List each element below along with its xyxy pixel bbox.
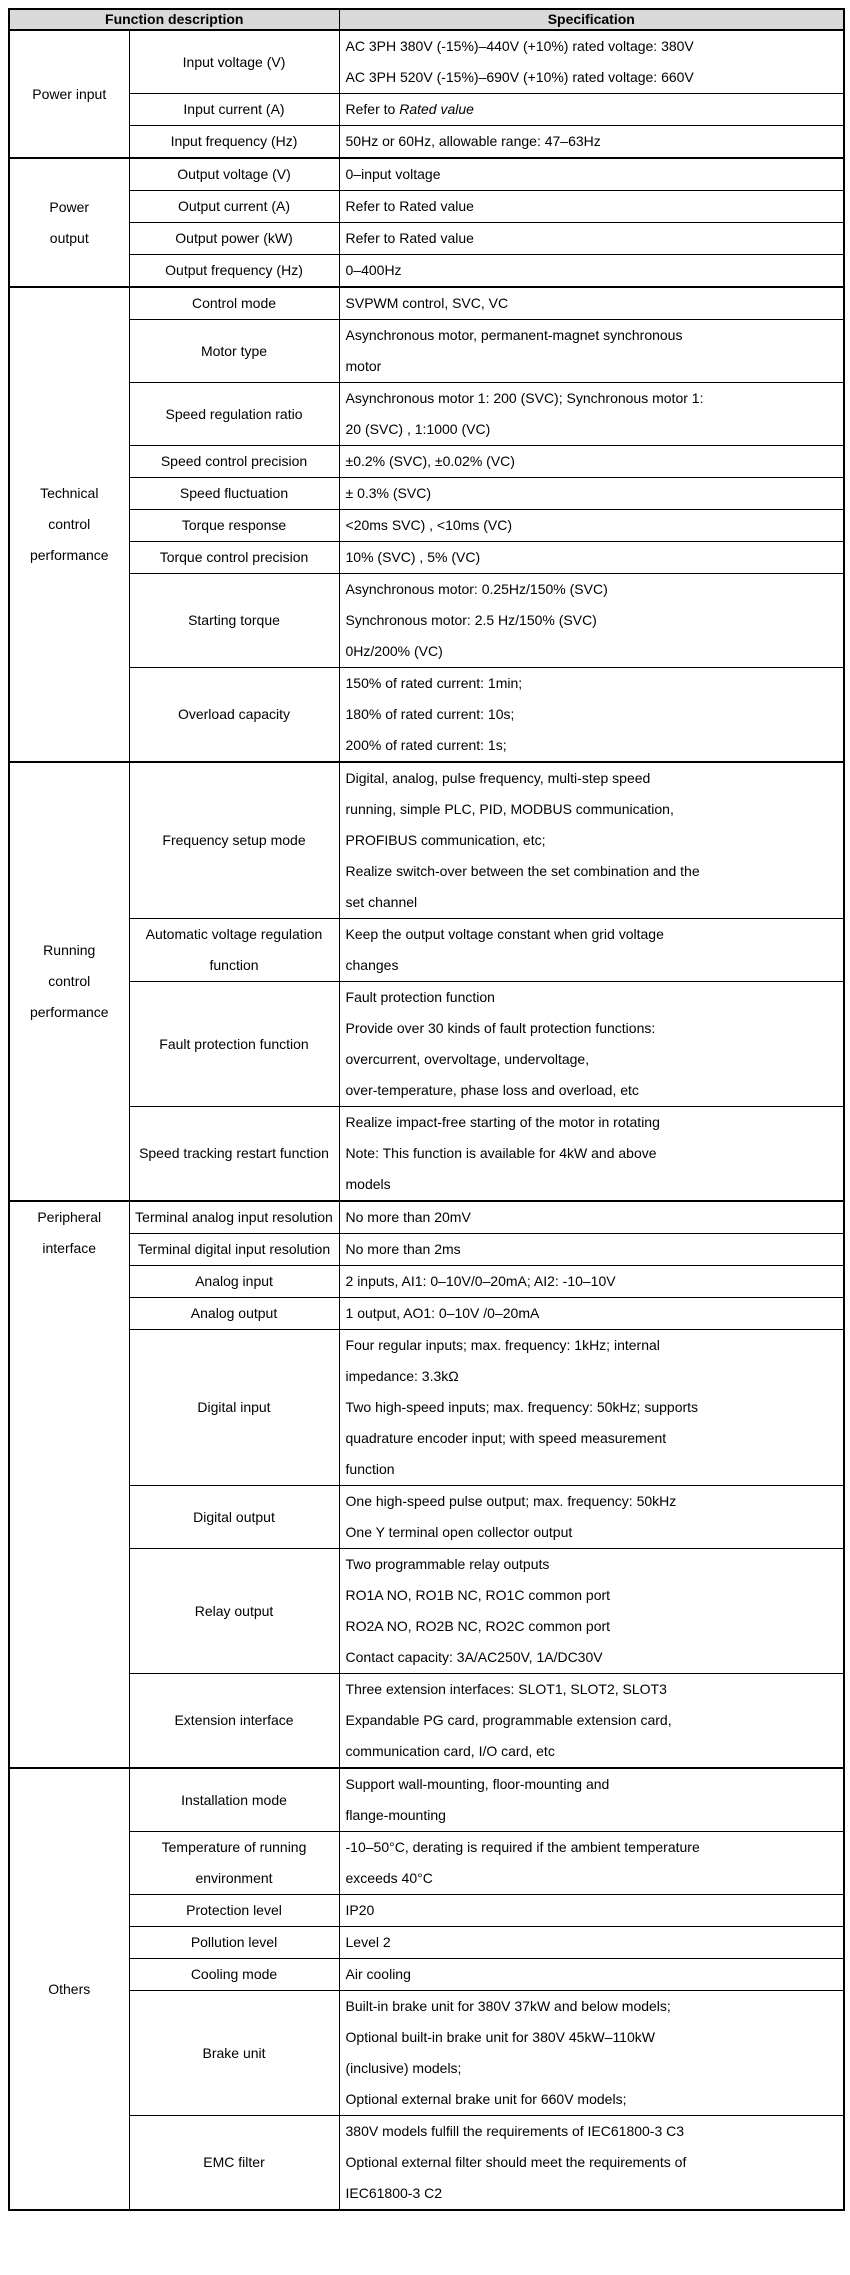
spec-line: Refer to Rated value bbox=[345, 230, 474, 246]
spec-line: Four regular inputs; max. frequency: 1kHz; internal bbox=[345, 1337, 660, 1353]
spec-cell bbox=[339, 158, 844, 191]
spec-line: Two programmable relay outputs bbox=[345, 1556, 550, 1572]
spec-line: Support wall-mounting, floor-mounting and bbox=[345, 1776, 610, 1792]
spec-cell bbox=[339, 1895, 844, 1927]
spec-line: One high-speed pulse output; max. frequency: 50kHz bbox=[345, 1493, 677, 1509]
spec-line: ±0.2% (SVC), ±0.02% (VC) bbox=[345, 453, 515, 469]
spec-cell bbox=[339, 919, 844, 982]
table-row bbox=[9, 2116, 844, 2211]
spec-cell bbox=[339, 446, 844, 478]
category-cell: Peripheral interface bbox=[9, 1201, 129, 1768]
spec-cell bbox=[339, 478, 844, 510]
spec-cell bbox=[339, 223, 844, 255]
spec-line: AC 3PH 380V (-15%)–440V (+10%) rated voltage: 380V bbox=[345, 38, 694, 54]
spec-line: Realize switch-over between the set combination and the bbox=[345, 863, 700, 879]
spec-cell bbox=[339, 1107, 844, 1202]
spec-line: Refer to Rated value bbox=[345, 198, 474, 214]
table-row bbox=[9, 1107, 844, 1202]
function-label-cell: Motor type bbox=[129, 320, 339, 383]
spec-line: changes bbox=[345, 957, 399, 973]
function-label-cell: Output frequency (Hz) bbox=[129, 255, 339, 288]
spec-cell bbox=[339, 1991, 844, 2116]
table-row bbox=[9, 255, 844, 288]
spec-line: overcurrent, overvoltage, undervoltage, bbox=[345, 1051, 590, 1067]
spec-line: -10–50°C, derating is required if the ambient temperature bbox=[345, 1839, 700, 1855]
header-function-description: Function description bbox=[9, 9, 339, 30]
function-label-cell: Cooling mode bbox=[129, 1959, 339, 1991]
spec-line: 2 inputs, AI1: 0–10V/0–20mA; AI2: -10–10V bbox=[345, 1273, 616, 1289]
table-row bbox=[9, 478, 844, 510]
spec-line: Asynchronous motor: 0.25Hz/150% (SVC) bbox=[345, 581, 608, 597]
spec-cell bbox=[339, 1266, 844, 1298]
function-label-cell: Speed fluctuation bbox=[129, 478, 339, 510]
category-cell: Power input bbox=[9, 30, 129, 158]
spec-line: 10% (SVC) , 5% (VC) bbox=[345, 549, 481, 565]
spec-line: Two high-speed inputs; max. frequency: 50kHz; supports bbox=[345, 1399, 699, 1415]
function-label-cell: Speed control precision bbox=[129, 446, 339, 478]
spec-line: over-temperature, phase loss and overload, etc bbox=[345, 1082, 639, 1098]
spec-cell bbox=[339, 510, 844, 542]
spec-cell bbox=[339, 191, 844, 223]
spec-cell bbox=[339, 94, 844, 126]
category-cell: Running control performance bbox=[9, 762, 129, 1201]
function-label-cell: Output power (kW) bbox=[129, 223, 339, 255]
spec-line: Expandable PG card, programmable extension card, bbox=[345, 1712, 672, 1728]
table-row bbox=[9, 158, 844, 191]
spec-line: Keep the output voltage constant when grid voltage bbox=[345, 926, 664, 942]
spec-line: One Y terminal open collector output bbox=[345, 1524, 573, 1540]
spec-line: Realize impact-free starting of the motor in rotating bbox=[345, 1114, 660, 1130]
table-row bbox=[9, 1959, 844, 1991]
table-row bbox=[9, 126, 844, 159]
table-row bbox=[9, 320, 844, 383]
table-row bbox=[9, 668, 844, 763]
spec-line: 200% of rated current: 1s; bbox=[345, 737, 507, 753]
spec-line: Optional external brake unit for 660V models; bbox=[345, 2091, 627, 2107]
spec-line: motor bbox=[345, 358, 382, 374]
spec-line: 0Hz/200% (VC) bbox=[345, 643, 443, 659]
spec-cell bbox=[339, 1234, 844, 1266]
table-row bbox=[9, 762, 844, 919]
spec-line: Air cooling bbox=[345, 1966, 411, 1982]
spec-line: 150% of rated current: 1min; bbox=[345, 675, 523, 691]
spec-line: IP20 bbox=[345, 1902, 375, 1918]
table-row bbox=[9, 1234, 844, 1266]
spec-cell bbox=[339, 1959, 844, 1991]
spec-line: PROFIBUS communication, etc; bbox=[345, 832, 546, 848]
function-label-cell: Analog input bbox=[129, 1266, 339, 1298]
table-row bbox=[9, 191, 844, 223]
spec-line: ± 0.3% (SVC) bbox=[345, 485, 431, 501]
function-label-cell: Output current (A) bbox=[129, 191, 339, 223]
function-label-cell: Extension interface bbox=[129, 1674, 339, 1769]
table-row bbox=[9, 1991, 844, 2116]
spec-line: Optional built-in brake unit for 380V 45kW–110kW bbox=[345, 2029, 655, 2045]
table-row bbox=[9, 1927, 844, 1959]
spec-cell bbox=[339, 982, 844, 1107]
spec-cell bbox=[339, 126, 844, 159]
specification-table bbox=[8, 8, 845, 2211]
spec-line: AC 3PH 520V (-15%)–690V (+10%) rated voltage: 660V bbox=[345, 69, 694, 85]
function-label-cell: Speed tracking restart function bbox=[129, 1107, 339, 1202]
spec-cell bbox=[339, 255, 844, 288]
spec-cell bbox=[339, 1201, 844, 1234]
spec-line: models bbox=[345, 1176, 391, 1192]
spec-cell bbox=[339, 287, 844, 320]
function-label-cell: Starting torque bbox=[129, 574, 339, 668]
function-label-cell: Analog output bbox=[129, 1298, 339, 1330]
header-specification: Specification bbox=[339, 9, 844, 30]
function-label-cell: Digital input bbox=[129, 1330, 339, 1486]
spec-line: quadrature encoder input; with speed measurement bbox=[345, 1430, 667, 1446]
function-label-cell: EMC filter bbox=[129, 2116, 339, 2211]
spec-line: Provide over 30 kinds of fault protection functions: bbox=[345, 1020, 656, 1036]
category-cell: Technical control performance bbox=[9, 287, 129, 762]
category-cell: Others bbox=[9, 1768, 129, 2210]
spec-cell bbox=[339, 1768, 844, 1832]
function-label-cell: Relay output bbox=[129, 1549, 339, 1674]
function-label-cell: Overload capacity bbox=[129, 668, 339, 763]
spec-cell bbox=[339, 1486, 844, 1549]
spec-line: No more than 20mV bbox=[345, 1209, 471, 1225]
spec-line: running, simple PLC, PID, MODBUS communication, bbox=[345, 801, 674, 817]
spec-line: 20 (SVC) , 1:1000 (VC) bbox=[345, 421, 491, 437]
spec-line: 0–input voltage bbox=[345, 166, 441, 182]
table-row bbox=[9, 94, 844, 126]
spec-cell bbox=[339, 1832, 844, 1895]
function-label-cell: Input current (A) bbox=[129, 94, 339, 126]
table-row bbox=[9, 1330, 844, 1486]
table-row bbox=[9, 446, 844, 478]
spec-line: Level 2 bbox=[345, 1934, 391, 1950]
table-row bbox=[9, 1674, 844, 1769]
table-row bbox=[9, 1298, 844, 1330]
spec-line: 1 output, AO1: 0–10V /0–20mA bbox=[345, 1305, 540, 1321]
spec-line: communication card, I/O card, etc bbox=[345, 1743, 555, 1759]
spec-line: Three extension interfaces: SLOT1, SLOT2, SLOT3 bbox=[345, 1681, 667, 1697]
table-body bbox=[9, 30, 844, 2210]
spec-line: No more than 2ms bbox=[345, 1241, 461, 1257]
table-row bbox=[9, 383, 844, 446]
table-row bbox=[9, 982, 844, 1107]
table-row bbox=[9, 1768, 844, 1832]
table-row bbox=[9, 223, 844, 255]
table-row bbox=[9, 510, 844, 542]
spec-line: Fault protection function bbox=[345, 989, 495, 1005]
table-row bbox=[9, 542, 844, 574]
spec-cell bbox=[339, 383, 844, 446]
spec-line: 380V models fulfill the requirements of IEC61800-3 C3 bbox=[345, 2123, 685, 2139]
function-label-cell: Input frequency (Hz) bbox=[129, 126, 339, 159]
spec-cell bbox=[339, 542, 844, 574]
table-row bbox=[9, 1549, 844, 1674]
function-label-cell: Protection level bbox=[129, 1895, 339, 1927]
spec-cell bbox=[339, 668, 844, 763]
table-row bbox=[9, 919, 844, 982]
function-label-cell: Temperature of running environment bbox=[129, 1832, 339, 1895]
spec-line: function bbox=[345, 1461, 395, 1477]
spec-line: Refer to Rated value bbox=[345, 101, 474, 117]
spec-line: Asynchronous motor 1: 200 (SVC); Synchronous motor 1: bbox=[345, 390, 704, 406]
spec-line: Digital, analog, pulse frequency, multi-step speed bbox=[345, 770, 651, 786]
spec-cell bbox=[339, 1298, 844, 1330]
spec-line: flange-mounting bbox=[345, 1807, 446, 1823]
function-label-cell: Torque control precision bbox=[129, 542, 339, 574]
spec-line: SVPWM control, SVC, VC bbox=[345, 295, 509, 311]
spec-line: Built-in brake unit for 380V 37kW and below models; bbox=[345, 1998, 671, 2014]
spec-cell bbox=[339, 30, 844, 94]
table-row bbox=[9, 1486, 844, 1549]
spec-line: 0–400Hz bbox=[345, 262, 402, 278]
spec-line: set channel bbox=[345, 894, 418, 910]
function-label-cell: Terminal analog input resolution bbox=[129, 1201, 339, 1234]
function-label-cell: Automatic voltage regulation function bbox=[129, 919, 339, 982]
spec-cell bbox=[339, 1674, 844, 1769]
table-row bbox=[9, 1201, 844, 1234]
spec-line: exceeds 40°C bbox=[345, 1870, 433, 1886]
spec-cell bbox=[339, 1330, 844, 1486]
spec-line: (inclusive) models; bbox=[345, 2060, 462, 2076]
function-label-cell: Installation mode bbox=[129, 1768, 339, 1832]
table-row bbox=[9, 1266, 844, 1298]
function-label-cell: Input voltage (V) bbox=[129, 30, 339, 94]
function-label-cell: Frequency setup mode bbox=[129, 762, 339, 919]
spec-line: RO1A NO, RO1B NC, RO1C common port bbox=[345, 1587, 611, 1603]
spec-line: Optional external filter should meet the requirements of bbox=[345, 2154, 687, 2170]
spec-line: 180% of rated current: 10s; bbox=[345, 706, 515, 722]
spec-cell bbox=[339, 762, 844, 919]
function-label-cell: Control mode bbox=[129, 287, 339, 320]
spec-cell bbox=[339, 2116, 844, 2211]
spec-line: <20ms SVC) , <10ms (VC) bbox=[345, 517, 513, 533]
spec-line: impedance: 3.3kΩ bbox=[345, 1368, 459, 1384]
spec-line: IEC61800-3 C2 bbox=[345, 2185, 443, 2201]
table-row bbox=[9, 574, 844, 668]
spec-cell bbox=[339, 1927, 844, 1959]
table-row bbox=[9, 1832, 844, 1895]
function-label-cell: Brake unit bbox=[129, 1991, 339, 2116]
spec-line: Note: This function is available for 4kW and above bbox=[345, 1145, 657, 1161]
function-label-cell: Terminal digital input resolution bbox=[129, 1234, 339, 1266]
category-cell: Power output bbox=[9, 158, 129, 287]
function-label-cell: Speed regulation ratio bbox=[129, 383, 339, 446]
spec-cell bbox=[339, 574, 844, 668]
spec-line: Asynchronous motor, permanent-magnet synchronous bbox=[345, 327, 683, 343]
function-label-cell: Digital output bbox=[129, 1486, 339, 1549]
function-label-cell: Output voltage (V) bbox=[129, 158, 339, 191]
spec-cell bbox=[339, 320, 844, 383]
spec-line: RO2A NO, RO2B NC, RO2C common port bbox=[345, 1618, 611, 1634]
spec-cell bbox=[339, 1549, 844, 1674]
spec-line: Contact capacity: 3A/AC250V, 1A/DC30V bbox=[345, 1649, 603, 1665]
spec-line: 50Hz or 60Hz, allowable range: 47–63Hz bbox=[345, 133, 601, 149]
function-label-cell: Torque response bbox=[129, 510, 339, 542]
table-row bbox=[9, 1895, 844, 1927]
table-row bbox=[9, 287, 844, 320]
function-label-cell: Pollution level bbox=[129, 1927, 339, 1959]
function-label-cell: Fault protection function bbox=[129, 982, 339, 1107]
table-header-row bbox=[9, 9, 844, 30]
table-row bbox=[9, 30, 844, 94]
spec-line: Synchronous motor: 2.5 Hz/150% (SVC) bbox=[345, 612, 597, 628]
